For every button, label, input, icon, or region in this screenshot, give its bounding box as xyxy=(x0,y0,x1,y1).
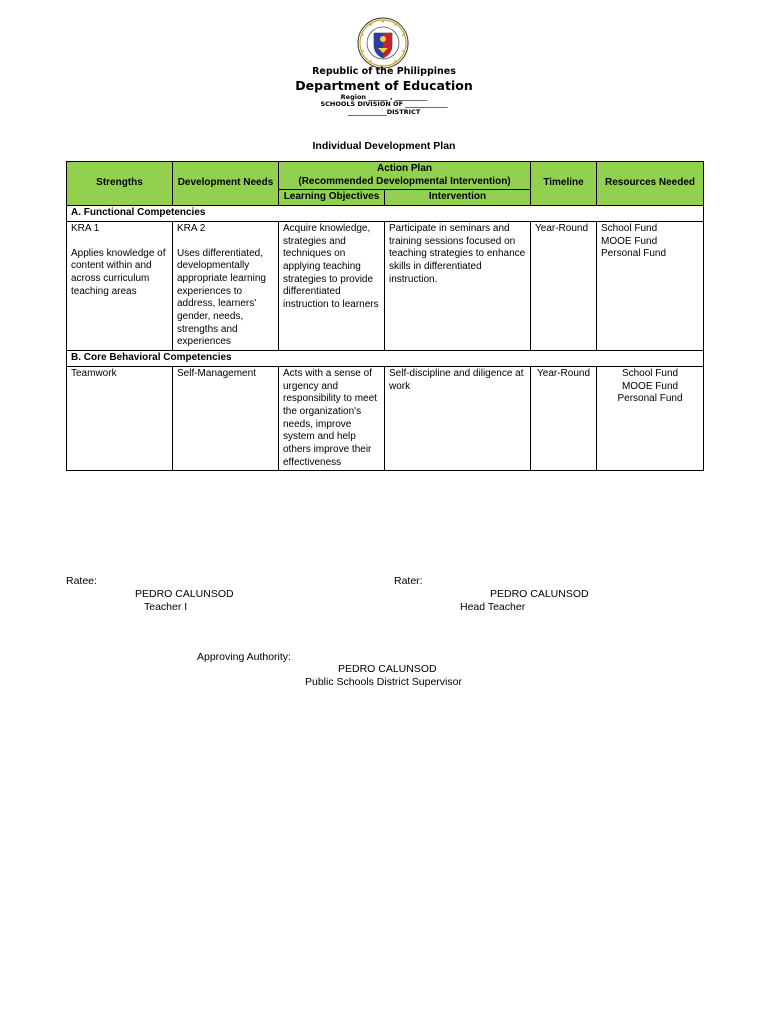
development-need-cell xyxy=(173,221,279,350)
intervention-cell: Self-discipline and diligence at work xyxy=(385,366,531,471)
action-plan-label: Action Plan xyxy=(377,163,433,174)
rater-position: Head Teacher xyxy=(460,601,526,613)
header-intervention: Intervention xyxy=(385,190,531,206)
strength-cell: Teamwork xyxy=(67,366,173,471)
rater-label: Rater: xyxy=(394,575,423,587)
resource-item: School Fund xyxy=(601,222,658,234)
resource-item: Personal Fund xyxy=(617,393,683,405)
strength-text: Applies knowledge of content within and across curriculum teaching areas xyxy=(71,247,166,297)
objectives-cell: Acquire knowledge, strategies and techniques on applying teaching strategies to provide differentiated instruction to learners xyxy=(279,221,385,350)
division-line: SCHOOLS DIVISION OF _____________ xyxy=(320,100,448,108)
republic-heading: Republic of the Philippines xyxy=(312,66,456,77)
strength-kra: KRA 1 xyxy=(71,222,100,234)
document-title: Individual Development Plan xyxy=(312,140,456,152)
approving-name: PEDRO CALUNSOD xyxy=(338,663,437,675)
section-row xyxy=(67,351,704,367)
rater-name: PEDRO CALUNSOD xyxy=(490,588,589,600)
objectives-cell: Acts with a sense of urgency and responsibility to meet the organization's needs, improve system and help others improve their effectiveness xyxy=(279,366,385,471)
development-need-cell: Self-Management xyxy=(173,366,279,471)
header-timeline: Timeline xyxy=(531,162,597,206)
need-kra: KRA 2 xyxy=(177,222,206,234)
action-plan-sublabel: (Recommended Developmental Intervention) xyxy=(298,175,511,187)
deped-seal-icon xyxy=(357,17,409,69)
section-a-title: A. Functional Competencies xyxy=(67,206,704,222)
resource-item: MOOE Fund xyxy=(601,235,658,247)
timeline-cell: Year-Round xyxy=(531,366,597,471)
resource-item: School Fund xyxy=(621,367,679,379)
resources-cell xyxy=(597,221,704,350)
development-plan-table xyxy=(66,161,704,471)
header-action-plan xyxy=(279,162,531,190)
intervention-cell: Participate in seminars and training sessions focused on teaching strategies to enhance skills in differentiated instruction. xyxy=(385,221,531,350)
department-heading: Department of Education xyxy=(295,78,473,93)
approving-position: Public Schools District Supervisor xyxy=(305,676,462,688)
timeline-cell: Year-Round xyxy=(531,221,597,350)
table-row xyxy=(67,221,704,350)
ratee-label: Ratee: xyxy=(66,575,97,587)
need-text: Uses differentiated, developmentally appropriate learning experiences to address, learners' gender, needs, strengths and experiences xyxy=(177,247,266,348)
section-row xyxy=(67,206,704,222)
resource-item: MOOE Fund xyxy=(621,380,679,392)
table-header-row xyxy=(67,162,704,190)
resources-cell xyxy=(597,366,704,471)
header-strengths: Strengths xyxy=(67,162,173,206)
approving-label: Approving Authority: xyxy=(197,651,291,663)
strength-cell xyxy=(67,221,173,350)
header-learning-objectives: Learning Objectives xyxy=(279,190,385,206)
ratee-name: PEDRO CALUNSOD xyxy=(135,588,234,600)
region-line: Region ______ , __________ xyxy=(340,93,428,101)
header-resources: Resources Needed xyxy=(597,162,704,206)
resource-item: Personal Fund xyxy=(601,248,667,260)
district-line: ____________DISTRICT xyxy=(347,108,421,116)
section-b-title: B. Core Behavioral Competencies xyxy=(67,351,704,367)
table-row xyxy=(67,366,704,471)
ratee-position: Teacher I xyxy=(144,601,188,613)
header-development-needs: Development Needs xyxy=(173,162,279,206)
